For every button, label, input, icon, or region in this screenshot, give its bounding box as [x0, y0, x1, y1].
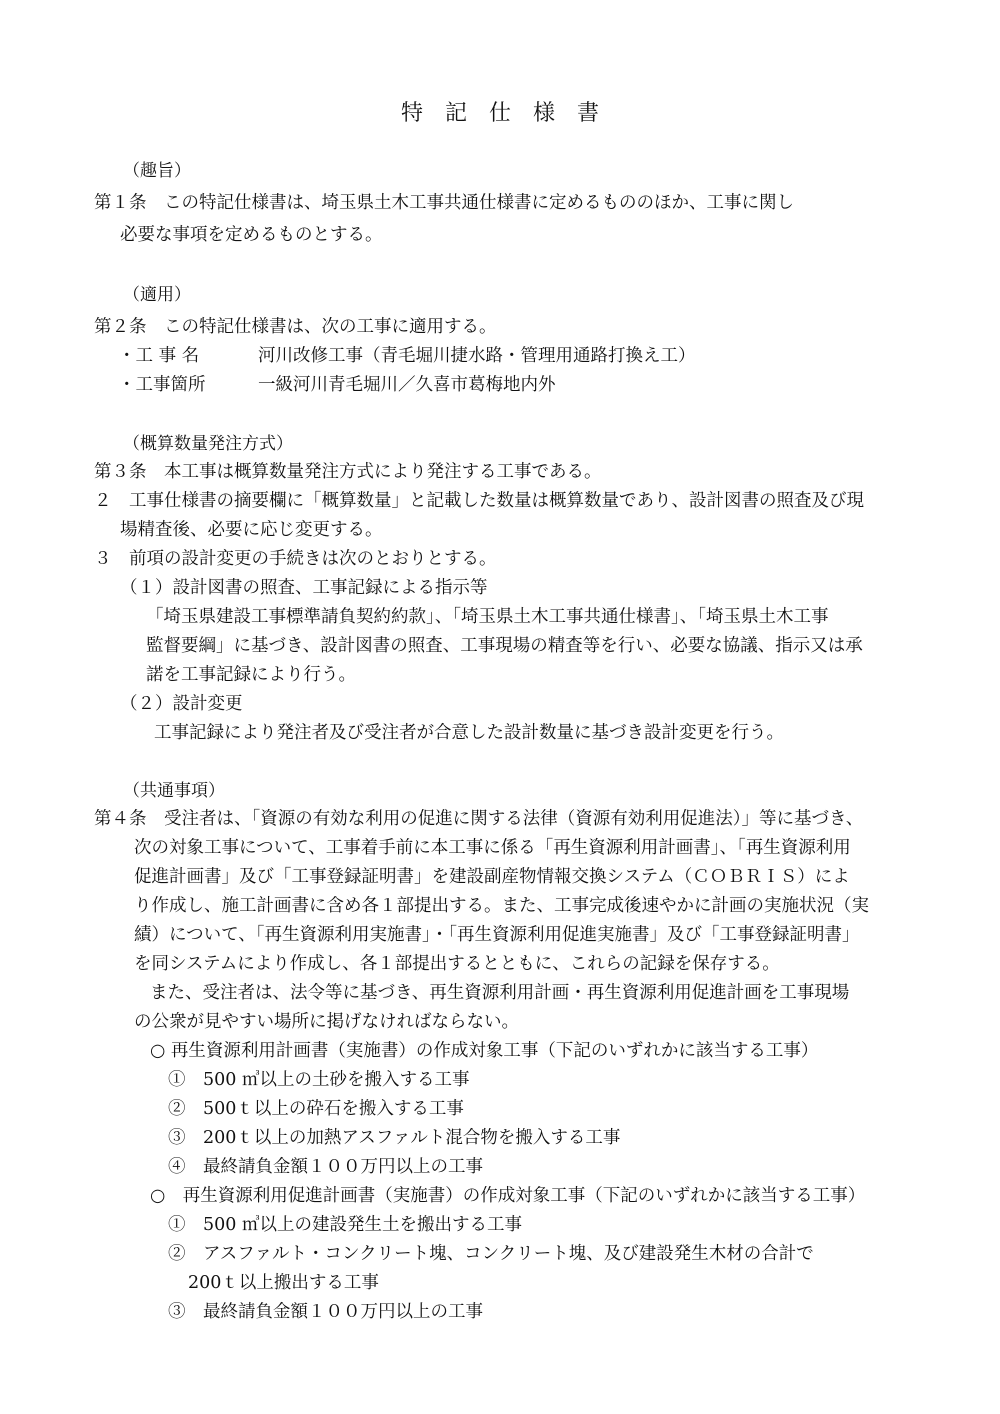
section-heading-scope: （適用） — [123, 285, 191, 305]
article-4-line: り作成し、施工計画書に含め各１部提出する。また、工事完成後速やかに計画の実施状況（実 — [134, 896, 869, 916]
list-heading-recycled-resource-plan: ○ 再生資源利用計画書（実施書）の作成対象工事（下記のいずれかに該当する工事） — [150, 1041, 819, 1061]
article-3-line: 工事記録により発注者及び受注者が合意した設計数量に基づき設計変更を行う。 — [154, 723, 784, 743]
list-item: ④ 最終請負金額１００万円以上の工事 — [168, 1157, 483, 1177]
article-3-line: （２）設計変更 — [120, 694, 243, 714]
article-1-line: 必要な事項を定めるものとする。 — [120, 225, 383, 245]
list-item: ① 500 ㎥以上の建設発生土を搬出する工事 — [168, 1215, 522, 1235]
article-3-line: 「埼玉県建設工事標準請負契約約款」、「埼玉県土木工事共通仕様書」、「埼玉県土木工事 — [146, 607, 829, 627]
article-3-line: （１）設計図書の照査、工事記録による指示等 — [120, 578, 488, 598]
list-item: ② アスファルト・コンクリート塊、コンクリート塊、及び建設発生木材の合計で — [168, 1244, 814, 1264]
document-title: 特記仕様書 — [400, 101, 621, 126]
article-4-line: を同システムにより作成し、各１部提出するとともに、これらの記録を保存する。 — [134, 954, 780, 974]
work-name-label: ・工 事 名 — [118, 346, 200, 366]
list-item: ① 500 ㎥以上の土砂を搬入する工事 — [168, 1070, 470, 1090]
article-4-line: 促進計画書」及び「工事登録証明書」を建設副産物情報交換システム（ＣＯＢＲＩＳ）によ — [134, 867, 850, 887]
article-3-line: 第３条 本工事は概算数量発注方式により発注する工事である。 — [94, 462, 602, 482]
work-location-label: ・工事箇所 — [118, 375, 206, 395]
section-heading-common-items: （共通事項） — [123, 781, 225, 801]
article-4-line: の公衆が見やすい場所に掲げなければならない。 — [134, 1012, 519, 1032]
article-3-line: ３ 前項の設計変更の手続きは次のとおりとする。 — [94, 549, 497, 569]
article-4-line: 第４条 受注者は、「資源の有効な利用の促進に関する法律（資源有効利用促進法）」等に基づき、 — [94, 809, 864, 829]
section-heading-purpose: （趣旨） — [123, 161, 191, 181]
article-4-line: 績）について、「再生資源利用実施書」・「再生資源利用促進実施書」及び「工事登録証明書」 — [134, 925, 860, 945]
list-item: ② 500ｔ以上の砕石を搬入する工事 — [168, 1099, 464, 1119]
article-4-line: また、受注者は、法令等に基づき、再生資源利用計画・再生資源利用促進計画を工事現場 — [150, 983, 850, 1003]
list-item: ③ 200ｔ以上の加熱アスファルト混合物を搬入する工事 — [168, 1128, 621, 1148]
section-heading-estimated-quantity: （概算数量発注方式） — [123, 434, 293, 454]
work-name-value: 河川改修工事（青毛堀川捷水路・管理用通路打換え工） — [258, 346, 696, 366]
article-3-line: 監督要綱」に基づき、設計図書の照査、工事現場の精査等を行い、必要な協議、指示又は承 — [146, 636, 863, 656]
article-2-line: 第２条 この特記仕様書は、次の工事に適用する。 — [94, 317, 497, 337]
article-3-line: ２ 工事仕様書の摘要欄に「概算数量」と記載した数量は概算数量であり、設計図書の照査及び現 — [94, 491, 864, 511]
article-1-line: 第１条 この特記仕様書は、埼玉県土木工事共通仕様書に定めるもののほか、工事に関し — [94, 193, 794, 213]
article-4-line: 次の対象工事について、工事着手前に本工事に係る「再生資源利用計画書」、「再生資源利用 — [134, 838, 851, 858]
list-heading-recycled-resource-promotion-plan: ○ 再生資源利用促進計画書（実施書）の作成対象工事（下記のいずれかに該当する工事） — [150, 1186, 866, 1206]
article-3-line: 諾を工事記録により行う。 — [146, 665, 356, 685]
list-item-continuation: 200ｔ以上搬出する工事 — [188, 1273, 379, 1293]
list-item: ③ 最終請負金額１００万円以上の工事 — [168, 1302, 483, 1322]
work-location-value: 一級河川青毛堀川／久喜市葛梅地内外 — [258, 375, 556, 395]
article-3-line: 場精査後、必要に応じ変更する。 — [120, 520, 383, 540]
